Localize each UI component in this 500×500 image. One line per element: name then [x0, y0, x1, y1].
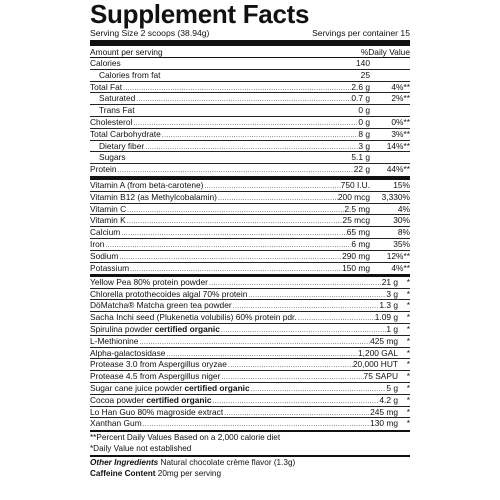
vitamin-row-name [90, 227, 120, 239]
leader-dots [203, 181, 340, 192]
dv-header: %Daily Value [360, 47, 410, 57]
nutrient-row-name [90, 141, 144, 153]
ingredient-row-label: Yellow Pea 80% protein powder [90, 276, 208, 287]
vitamin-row-name [90, 263, 129, 275]
ingredient-list [90, 277, 410, 430]
ingredient-row-daily-value: * [406, 288, 410, 299]
nutrient-row-name [90, 105, 135, 117]
nutrient-row-amount: 8 g [358, 128, 370, 139]
ingredient-row [90, 359, 410, 371]
nutrient-row [90, 93, 410, 105]
vitamin-row-amount: 200 mcg [337, 191, 370, 202]
footnote-percent: **Percent Daily Values Based on a 2,000 calorie diet [90, 433, 281, 443]
vitamin-row-daily-value: 35% [393, 238, 410, 249]
ingredient-row-daily-value: * [406, 276, 410, 287]
caffeine-text: 20mg per serving [155, 468, 222, 478]
ingredient-row-amount: 1 g [386, 323, 398, 334]
ingredient-row-amount: 20,000 HUT [352, 359, 398, 370]
leader-dots [129, 264, 342, 275]
ingredient-row-amount: 425 mg [370, 335, 398, 346]
ingredient-row-amount: 5 g [386, 382, 398, 393]
ingredient-row-amount: 21 g [381, 276, 398, 287]
leader-dots [232, 301, 380, 312]
nutrient-row-name [90, 82, 122, 94]
nutrient-row-daily-value: 14%** [386, 140, 410, 151]
leader-dots [212, 396, 380, 407]
other-ingredients-text: Natural chocolate crème flavor (1.3g) [158, 458, 296, 468]
nutrient-row-name [90, 117, 132, 129]
ingredient-row-name [90, 336, 138, 348]
nutrient-row-label: Sugars [99, 152, 126, 163]
ingredient-row-daily-value: * [406, 323, 410, 334]
leader-dots [247, 290, 386, 301]
vitamin-row-amount: 290 mg [342, 250, 370, 261]
nutrient-row-amount: 25 [360, 69, 370, 80]
vitamin-row-label: Potassium [90, 262, 130, 273]
ingredient-row [90, 336, 410, 348]
vitamin-row-daily-value: 30% [393, 215, 410, 226]
vitamin-row-amount: 6 mg [351, 238, 370, 249]
ingredient-row-name [90, 371, 220, 383]
certified-organic-label: certified organic [146, 394, 212, 405]
nutrient-row [90, 105, 410, 117]
vitamin-row-label: Vitamin C [90, 203, 127, 214]
ingredient-row-daily-value: * [406, 371, 410, 382]
vitamin-row [90, 251, 410, 263]
ingredient-row-amount: 4.2 g [379, 394, 398, 405]
nutrient-row [90, 141, 410, 153]
amount-header: Amount per serving [90, 47, 163, 57]
ingredient-row-label: L-Methionine [90, 335, 139, 346]
ingredient-row-daily-value: * [406, 406, 410, 417]
ingredient-row [90, 324, 410, 336]
vitamin-row [90, 215, 410, 227]
nutrient-row-name [90, 152, 126, 164]
vitamin-row-daily-value: 4%** [391, 262, 410, 273]
ingredient-row [90, 418, 410, 430]
vitamin-row-amount: 25 mcg [342, 215, 370, 226]
nutrient-row-daily-value: 3%** [391, 128, 410, 139]
nutrient-row-amount: 3 g [358, 140, 370, 151]
ingredient-row-amount: 1,200 GAL [357, 347, 398, 358]
vitamin-row-amount: 2.5 mg [344, 203, 370, 214]
nutrient-row-amount: 5.1 g [351, 152, 370, 163]
nutrient-row-label: Saturated [99, 93, 136, 104]
leader-dots [132, 118, 358, 129]
vitamin-row-name [90, 204, 126, 216]
vitamin-row-amount: 750 I.U. [340, 179, 370, 190]
nutrient-row [90, 152, 410, 164]
leader-dots [126, 216, 343, 227]
vitamin-row-label: Calcium [90, 227, 121, 238]
ingredient-row-label: Protease 3.0 from Aspergillus oryzae [90, 359, 227, 370]
ingredient-row-amount: 1.09 g [374, 312, 398, 323]
vitamin-row-amount: 150 mg [342, 262, 370, 273]
leader-dots [220, 372, 363, 383]
nutrient-row [90, 117, 410, 129]
leader-dots [227, 360, 353, 371]
ingredient-row-amount: 130 mg [370, 418, 398, 429]
ingredient-row-label: Lo Han Guo 80% magroside extract [90, 406, 224, 417]
servings-per-container: Servings per container 15 [312, 28, 410, 38]
panel-title: Supplement Facts [90, 0, 310, 29]
leader-dots [223, 408, 370, 419]
ingredient-row-name [90, 348, 165, 360]
nutrient-row-daily-value: 44%** [386, 164, 410, 175]
leader-dots [126, 205, 344, 216]
ingredient-row [90, 348, 410, 360]
leader-dots [220, 325, 386, 336]
nutrient-row-daily-value: 0%** [391, 116, 410, 127]
vitamin-row-name [90, 251, 118, 263]
ingredient-row [90, 289, 410, 301]
nutrient-row-name [90, 164, 117, 176]
vitamin-row-name [90, 192, 217, 204]
ingredient-row-name [90, 289, 247, 301]
ingredient-row-name [90, 418, 142, 430]
nutrient-row-label: Cholesterol [90, 116, 133, 127]
ingredient-row-label: Chlorella protothecoides algal 70% protein [90, 288, 248, 299]
nutrient-list [90, 58, 410, 176]
vitamin-row-daily-value: 3,330% [381, 191, 410, 202]
nutrient-row-amount: 2.6 g [351, 81, 370, 92]
certified-organic-label: certified organic [154, 323, 220, 334]
ingredient-row-name [90, 277, 208, 289]
nutrient-row-label: Total Carbohydrate [90, 128, 161, 139]
ingredient-row-label: Xanthan Gum [90, 418, 142, 429]
nutrient-row-label: Dietary fiber [99, 140, 145, 151]
vitamin-row-amount: 65 mg [346, 227, 370, 238]
vitamin-row-label: Vitamin A (from beta-carotene) [90, 179, 204, 190]
ingredient-row-name [90, 395, 212, 407]
ingredient-row [90, 300, 410, 312]
certified-organic-label: certified organic [184, 382, 250, 393]
ingredient-row-amount: 3 g [386, 288, 398, 299]
nutrient-row-label: Trans Fat [99, 105, 135, 116]
vitamin-row-name [90, 239, 104, 251]
vitamin-row-label: Sodium [90, 250, 119, 261]
nutrient-row-name [90, 58, 121, 70]
caffeine-label: Caffeine Content [90, 468, 156, 478]
ingredient-row-daily-value: * [406, 347, 410, 358]
other-ingredients [90, 457, 410, 469]
leader-dots [297, 313, 375, 324]
vitamin-row [90, 263, 410, 275]
leader-dots [208, 278, 382, 289]
other-ingredients-label: Other Ingredients [90, 458, 159, 468]
ingredient-row [90, 312, 410, 324]
ingredient-row-label: Sacha Inchi seed (Plukenetia volubilis) 60% protein pdr. [90, 312, 297, 323]
ingredient-row-daily-value: * [406, 335, 410, 346]
caffeine-content [90, 469, 410, 480]
leader-dots [117, 165, 354, 176]
ingredient-row-amount: 245 mg [370, 406, 398, 417]
ingredient-row-daily-value: * [406, 300, 410, 311]
ingredient-row [90, 277, 410, 289]
nutrient-row [90, 58, 410, 70]
vitamin-row-daily-value: 15% [393, 179, 410, 190]
column-header [90, 46, 410, 58]
footnote-not-established: *Daily Value not established [90, 444, 410, 458]
leader-dots [217, 193, 338, 204]
ingredient-row-label: Protease 4.5 from Aspergillus niger [90, 371, 221, 382]
nutrient-row-amount: 140 [356, 58, 370, 68]
ingredient-row-name [90, 407, 223, 419]
ingredient-row-label: Sugar cane juice powder [90, 382, 185, 393]
ingredient-row-name [90, 312, 297, 324]
ingredient-row-name [90, 359, 227, 371]
leader-dots [104, 240, 351, 251]
nutrient-row-label: Calories [90, 58, 121, 68]
vitamin-row [90, 239, 410, 251]
ingredient-row-daily-value: * [406, 382, 410, 393]
vitamin-row-name [90, 180, 203, 192]
nutrient-row-name [90, 129, 161, 141]
ingredient-row [90, 383, 410, 395]
leader-dots [250, 384, 387, 395]
ingredient-row-amount: 75 SAPU [363, 371, 398, 382]
leader-dots [144, 142, 358, 153]
nutrient-row-label: Protein [90, 164, 117, 175]
ingredient-row-label: Alpha-galactosidase [90, 347, 166, 358]
ingredient-row-name [90, 300, 232, 312]
leader-dots [135, 94, 351, 105]
vitamin-row [90, 192, 410, 204]
ingredient-row-name [90, 324, 220, 336]
nutrient-row-amount: 0 g [358, 105, 370, 116]
ingredient-row [90, 407, 410, 419]
ingredient-row-amount: 1.3 g [379, 300, 398, 311]
nutrient-row-name [90, 93, 135, 105]
vitamin-row-label: Vitamin K [90, 215, 126, 226]
leader-dots [138, 337, 370, 348]
supplement-facts-panel [88, 0, 412, 500]
nutrient-row [90, 129, 410, 141]
nutrient-row-amount: 0 g [358, 116, 370, 127]
ingredient-row-label: DöMatcha® Matcha green tea powder [90, 300, 232, 311]
vitamin-row [90, 227, 410, 239]
ingredient-row-name [90, 383, 250, 395]
vitamin-row-label: Vitamin B12 (as Methylcobalamin) [90, 191, 217, 202]
ingredient-row-daily-value: * [406, 418, 410, 429]
nutrient-row-name [90, 70, 160, 82]
nutrient-row [90, 82, 410, 94]
nutrient-row-label: Total Fat [90, 81, 123, 92]
leader-dots [165, 349, 358, 360]
vitamin-row-daily-value: 12%** [386, 250, 410, 261]
nutrient-row-amount: 22 g [353, 164, 370, 175]
leader-dots [142, 419, 370, 430]
nutrient-row [90, 70, 410, 82]
vitamin-row [90, 204, 410, 216]
nutrient-row-daily-value: 4%** [391, 81, 410, 92]
ingredient-row-label: Spirulina powder [90, 323, 155, 334]
leader-dots [118, 252, 342, 263]
serving-size: Serving Size 2 scoops (38.94g) [90, 28, 210, 38]
ingredient-row [90, 371, 410, 383]
leader-dots [120, 228, 346, 239]
vitamin-row-daily-value: 8% [397, 227, 410, 238]
vitamin-row-name [90, 215, 126, 227]
vitamin-row-label: Iron [90, 238, 105, 249]
serving-info [90, 28, 410, 39]
nutrient-row [90, 164, 410, 176]
leader-dots [122, 83, 351, 94]
vitamin-row-daily-value: 4% [397, 203, 410, 214]
ingredient-row [90, 395, 410, 407]
ingredient-row-daily-value: * [406, 359, 410, 370]
nutrient-row-daily-value: 2%** [391, 93, 410, 104]
ingredient-row-daily-value: * [406, 312, 410, 323]
vitamin-list [90, 180, 410, 274]
ingredient-row-label: Cocoa powder [90, 394, 147, 405]
leader-dots [161, 130, 359, 141]
vitamin-row [90, 180, 410, 192]
nutrient-row-label: Calories from fat [99, 69, 161, 80]
ingredient-row-daily-value: * [406, 394, 410, 405]
nutrient-row-amount: 0.7 g [351, 93, 370, 104]
